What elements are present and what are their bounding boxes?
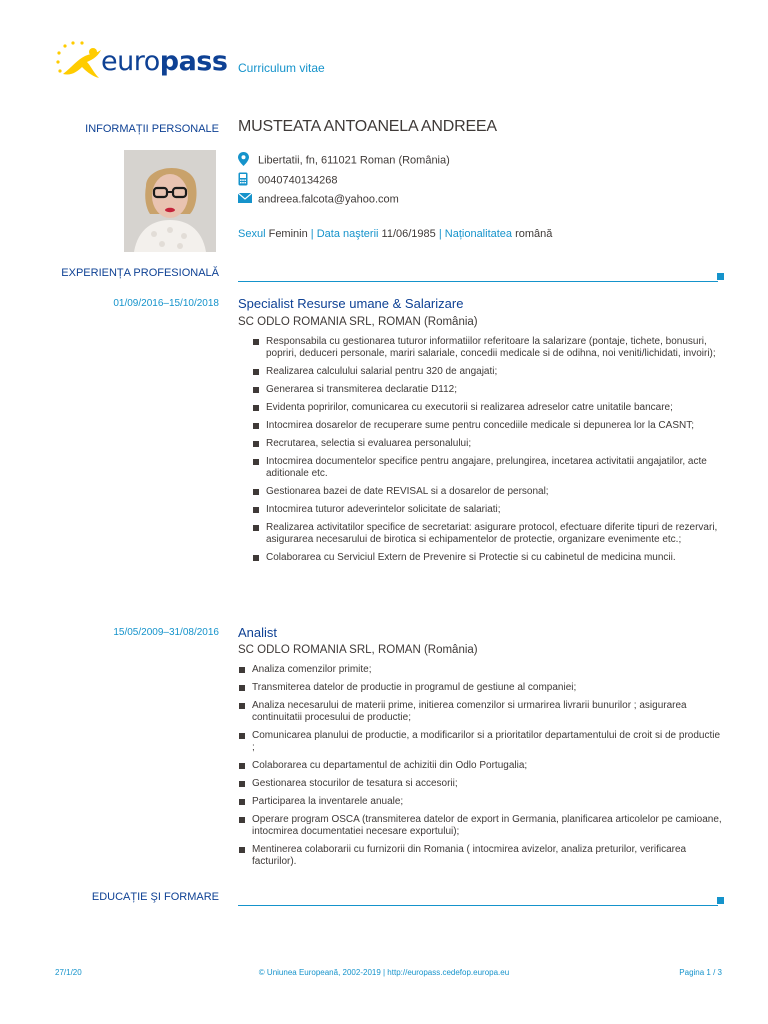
phone-text[interactable]: 0040740134268: [258, 174, 338, 187]
section-divider-marker: [717, 897, 724, 904]
profile-photo-illustration: [124, 150, 216, 252]
phone-line: [238, 172, 338, 189]
address-line: [238, 152, 450, 169]
footer-date: 27/1/20: [55, 968, 82, 977]
job-title: Analist: [238, 625, 278, 640]
list-item: Colaborarea cu departamentul de achizitii din Odlo Portugalia;: [238, 760, 724, 772]
job-employer: SC ODLO ROMANIA SRL, ROMAN (România): [238, 644, 478, 656]
list-item: Intocmirea documentelor specifice pentru angajare, prelungirea, incetarea activitatii angajatilor, acte aditionale etc.: [252, 456, 724, 480]
list-item: Gestionarea stocurilor de tesatura si accesorii;: [238, 778, 724, 790]
profile-photo: [124, 150, 216, 252]
list-item: Mentinerea colaborarii cu furnizorii din Romania ( intocmirea avizelor, analiza preturilor, verificarea facturilor).: [238, 844, 724, 868]
phone-icon: [238, 172, 252, 189]
list-item: Comunicarea planului de productie, a modificarilor si a prioritatilor departamentului de croit si de productie ;: [238, 730, 724, 754]
europass-logo: [55, 40, 228, 88]
envelope-icon: [238, 193, 252, 206]
list-item: Participarea la inventarele anuale;: [238, 796, 724, 808]
section-divider: [238, 281, 718, 282]
list-item: Evidenta popririlor, comunicarea cu executorii si realizarea adreselor catre unitatile bancare;: [252, 402, 724, 414]
address-text: Libertatii, fn, 611021 Roman (România): [258, 154, 450, 167]
nationality-value: română: [515, 228, 553, 240]
separator: |: [438, 228, 442, 240]
sex-label: Sexul: [238, 228, 266, 240]
personal-info-section-label: INFORMAȚII PERSONALE: [85, 123, 219, 135]
list-item: Intocmirea dosarelor de recuperare sume pentru concediile medicale si depunerea lor la CASNT;: [252, 420, 724, 432]
job-duties-list: [238, 664, 724, 874]
job-employer: SC ODLO ROMANIA SRL, ROMAN (România): [238, 316, 478, 328]
experience-section-label: EXPERIENȚA PROFESIONALĂ: [61, 267, 219, 279]
job-dates: 15/05/2009–31/08/2016: [113, 627, 219, 638]
list-item: Generarea si transmiterea declaratie D112;: [252, 384, 724, 396]
list-item: Operare program OSCA (transmiterea datelor de export in Germania, planificarea articolelor pe camioane, intocmirea documentatiei necesare exportului);: [238, 814, 724, 838]
list-item: Realizarea activitatilor specifice de secretariat: asigurare protocol, efectuare diferite tipuri de rezervari, asigurarea necesarului de birotica si echipamentelor de protectie, organizare evenimente etc.;: [252, 522, 724, 546]
footer-page-number: Pagina 1 / 3: [679, 968, 722, 977]
list-item: Recrutarea, selectia si evaluarea personalului;: [252, 438, 724, 450]
document-type-label: Curriculum vitae: [238, 61, 325, 75]
list-item: Analiza necesarului de materii prime, initierea comenzilor si urmarirea livrarii bunurilor ; asigurarea continuitatii procesului de productie;: [238, 700, 724, 724]
job-dates: 01/09/2016–15/10/2018: [113, 298, 219, 309]
section-divider: [238, 905, 718, 906]
europass-logo-icon: [55, 40, 107, 88]
list-item: Realizarea calculului salarial pentru 320 de angajati;: [252, 366, 724, 378]
separator: |: [310, 228, 314, 240]
job-title: Specialist Resurse umane & Salarizare: [238, 296, 464, 311]
job-duties-list: [252, 336, 724, 570]
email-link[interactable]: andreea.falcota@yahoo.com: [258, 193, 399, 206]
sex-value: Feminin: [268, 228, 308, 240]
education-section-label: EDUCAȚIE ŞI FORMARE: [91, 891, 219, 903]
birthdate-value: 11/06/1985: [381, 228, 436, 240]
location-pin-icon: [238, 152, 252, 169]
personal-details-line: [238, 228, 552, 240]
list-item: Gestionarea bazei de date REVISAL si a dosarelor de personal;: [252, 486, 724, 498]
list-item: Colaborarea cu Serviciul Extern de Prevenire si Protectie si cu cabinetul de medicina muncii.: [252, 552, 724, 564]
footer-copyright: © Uniunea Europeană, 2002-2019 | http://europass.cedefop.europa.eu: [258, 968, 510, 977]
list-item: Analiza comenzilor primite;: [238, 664, 724, 676]
list-item: Transmiterea datelor de productie in programul de gestiune al companiei;: [238, 682, 724, 694]
list-item: Responsabila cu gestionarea tuturor informatiilor referitoare la salarizare (pontaje, tichete, bonusuri, popriri, deduceri personale, mariri salariale, concedii medicale si de odihna, noi veniti/lichidati, invoiri);: [252, 336, 724, 360]
birthdate-label: Data naşterii: [316, 228, 379, 240]
list-item: Intocmirea tuturor adeverintelor solicitate de salariati;: [252, 504, 724, 516]
nationality-label: Naționalitatea: [444, 228, 513, 240]
section-divider-marker: [717, 273, 724, 280]
logo-wordmark: europass: [101, 46, 228, 77]
person-name: MUSTEATA ANTOANELA ANDREEA: [238, 118, 497, 135]
email-line: [238, 193, 399, 206]
